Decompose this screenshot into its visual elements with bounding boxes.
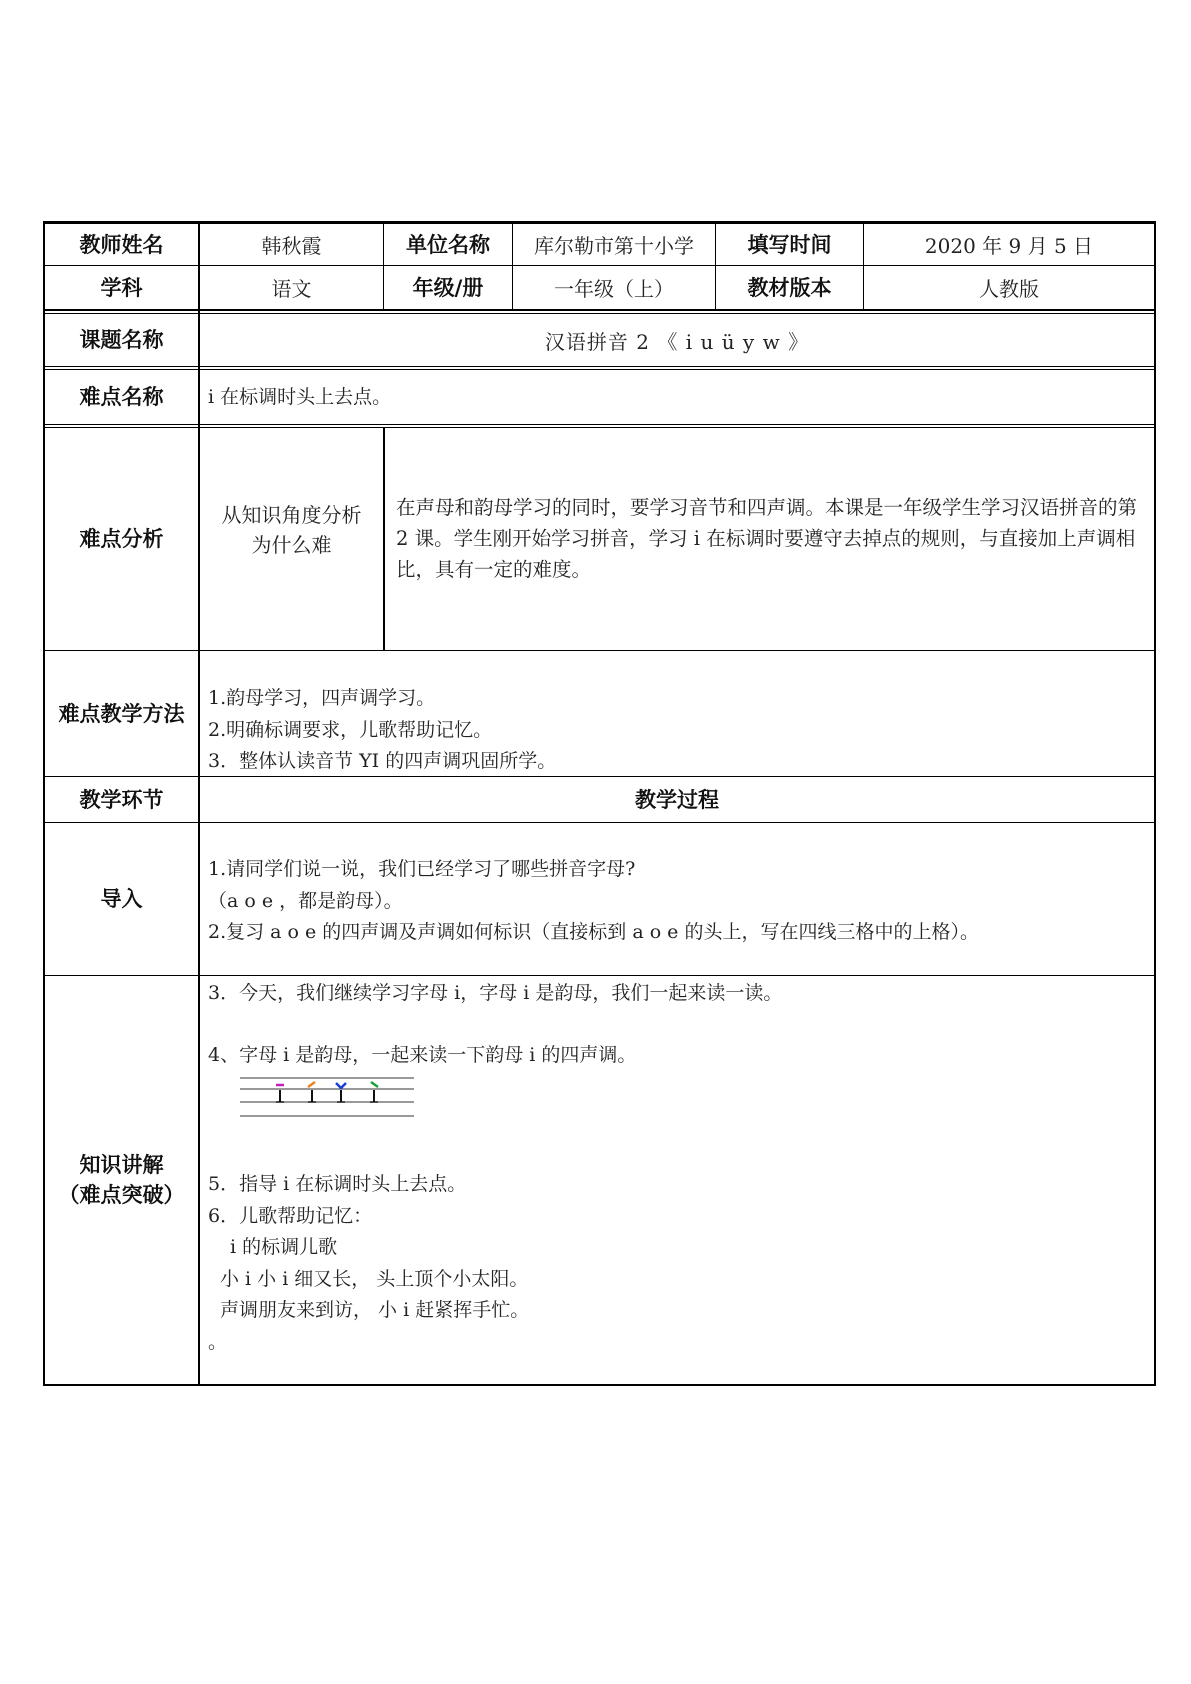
teaching-stage-header: 教学环节 bbox=[79, 787, 164, 812]
textbook-edition-value: 人教版 bbox=[979, 277, 1039, 301]
trailing-punctuation: 。 bbox=[208, 1331, 228, 1353]
topic-label: 课题名称 bbox=[79, 328, 164, 352]
knowledge-line: 6．儿歌帮助记忆： bbox=[208, 1205, 373, 1227]
four-line-tone-diagram bbox=[238, 1075, 418, 1120]
knowledge-stage-label-line: 知识讲解 bbox=[79, 1153, 164, 1177]
fill-date-label: 填写时间 bbox=[747, 232, 832, 257]
rhyme-line: 声调朋友来到访， 小 i 赶紧挥手忙。 bbox=[220, 1299, 530, 1321]
knowledge-line: 4、字母 i 是韵母，一起来读一下韵母 i 的四声调。 bbox=[208, 1044, 637, 1066]
analysis-text: 在声母和韵母学习的同时，要学习音节和四声调。本课是一年级学生学习汉语拼音的第 2 课。学生刚开始学习拼音，学习 i 在标调时要遵守去掉点的规则，与直接加上声调相比，具有一定的难度。 bbox=[396, 496, 1138, 581]
subject-label: 学科 bbox=[100, 275, 143, 300]
topic-value: 汉语拼音 2 《 i u ü y w 》 bbox=[544, 329, 810, 354]
intro-stage-label: 导入 bbox=[100, 887, 143, 911]
unit-name-value: 库尔勒市第十小学 bbox=[534, 234, 694, 258]
rhyme-title: i 的标调儿歌 bbox=[230, 1236, 338, 1258]
knowledge-line: 5．指导 i 在标调时头上去点。 bbox=[208, 1173, 467, 1195]
knowledge-line: 3．今天，我们继续学习字母 i，字母 i 是韵母，我们一起来读一读。 bbox=[208, 982, 783, 1004]
textbook-edition-label: 教材版本 bbox=[747, 275, 832, 300]
row-divider bbox=[43, 424, 1156, 425]
knowledge-stage-label bbox=[45, 1150, 198, 1210]
column-divider bbox=[383, 427, 385, 650]
row-divider bbox=[43, 369, 1156, 370]
row-divider bbox=[43, 427, 1156, 428]
fill-date-value: 2020 年 9 月 5 日 bbox=[924, 234, 1094, 258]
teaching-method-line: 1.韵母学习，四声调学习。 bbox=[208, 687, 436, 709]
teacher-name-label: 教师姓名 bbox=[79, 232, 164, 257]
teaching-method-label: 难点教学方法 bbox=[58, 701, 185, 726]
table-right-border bbox=[1154, 221, 1156, 1386]
table-bottom-border bbox=[43, 1384, 1156, 1386]
row-divider bbox=[43, 309, 1156, 311]
difficulty-value: i 在标调时头上去点。 bbox=[208, 386, 392, 408]
analysis-sub-label bbox=[200, 500, 383, 560]
grade-value: 一年级（上） bbox=[554, 277, 674, 301]
intro-line: 1.请同学们说一说，我们已经学习了哪些拼音字母? bbox=[208, 858, 636, 880]
teacher-name-value: 韩秋霞 bbox=[261, 234, 322, 258]
fourth-tone-mark bbox=[371, 1082, 378, 1087]
analysis-sub-label-line: 从知识角度分析 bbox=[221, 503, 362, 527]
analysis-sub-label-line: 为什么难 bbox=[251, 533, 332, 557]
subject-value: 语文 bbox=[271, 277, 312, 301]
rhyme-line: 小 i 小 i 细又长， 头上顶个小太阳。 bbox=[220, 1268, 529, 1290]
row-divider bbox=[43, 822, 1156, 823]
grade-label: 年级/册 bbox=[412, 275, 484, 300]
teaching-method-line: 3．整体认读音节 YI 的四声调巩固所学。 bbox=[208, 750, 557, 772]
teaching-method-line: 2.明确标调要求，儿歌帮助记忆。 bbox=[208, 719, 493, 741]
row-divider bbox=[43, 366, 1156, 367]
intro-line: （a o e ，都是韵母）。 bbox=[208, 890, 403, 912]
teaching-process-header: 教学过程 bbox=[635, 787, 719, 812]
unit-name-label: 单位名称 bbox=[406, 232, 490, 257]
knowledge-stage-label-line: （难点突破） bbox=[58, 1183, 185, 1207]
difficulty-label: 难点名称 bbox=[79, 385, 164, 409]
analysis-label: 难点分析 bbox=[79, 527, 164, 551]
third-tone-mark bbox=[336, 1083, 346, 1088]
row-divider bbox=[43, 975, 1156, 976]
intro-line: 2.复习 a o e 的四声调及声调如何标识（直接标到 a o e 的头上，写在四线三格中的上格）。 bbox=[208, 921, 979, 943]
second-tone-mark bbox=[308, 1082, 315, 1087]
row-divider bbox=[43, 650, 1156, 651]
